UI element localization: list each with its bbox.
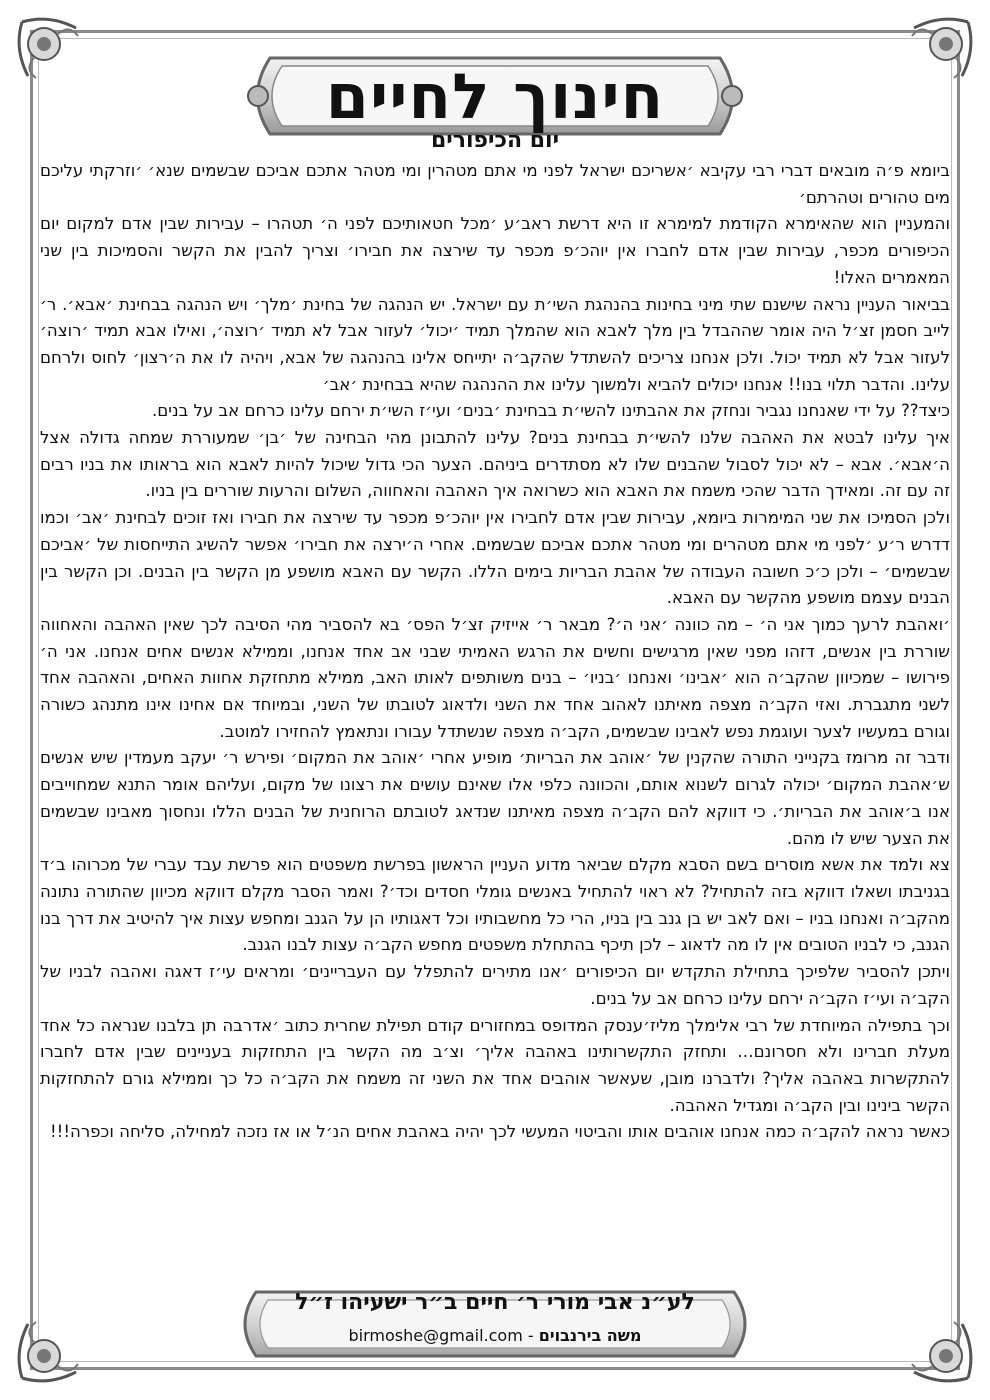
article-paragraph: ודבר זה מרומז בקנייני התורה שהקנין של ׳אוהב את הבריות׳ מופיע אחרי ׳אוהב את המקום׳ ופירש ר׳ יעקב מעמדין שיש אנשים ש׳אהבת המקום׳ יכולה לגרום לשנוא אותם, והכוונה כלפי אלו שאינם עושים את רצונו של מקום, ועליהם אומר התנא שמחוייבים אנו ב׳אוהב את הבריות׳. כי דווקא להם הקב׳ה מצפה מאיתנו שנדאג לטובתם הרוחנית של הבנים הללו ונחסוך מאבינו שבשמים את הצער שיש לו מהם. bbox=[40, 748, 950, 848]
article-paragraph: כיצד?? על ידי שאנחנו נגביר ונחזק את אהבתינו להשי׳ת בבחינת ׳בנים׳ ועי׳ז השי׳ת ירחם עלינו כרחם אב על בנים. bbox=[151, 401, 950, 421]
article-paragraph: איך עלינו לבטא את האהבה שלנו להשי׳ת בבחינת בנים? עלינו להתבונן מהי הבחינה של ׳בן׳ שמעוררת שמחה גדולה אצל ה׳אבא׳. אבא – לא יכול לסבול שהבנים שלו לא מסתדרים ביניהם. הצער הכי גדול שיכול להיות לאבא הוא בראותו את בניו רבים זה עם זה. ומאידך הדבר שהכי משמח את האבא הוא כשרואה איך האהבה והאחווה, השלום והרעות שוררים בין בניו. bbox=[40, 428, 950, 501]
article-paragraph: ׳ואהבת לרעך כמוך אני ה׳ – מה כוונה ׳אני ה׳? מבאר ר׳ אייזיק זצ׳ל הפס׳ בא להסביר מהי הסיבה לכך שאין האהבה והאחווה שוררת בין אנשים, דזהו מפני שאין מרגישים וחשים את הרגש האמיתי שבני אב אחד אנחנו, וממילא אנשים אחים אנחנו. אני ה׳ פירושו – שמכיוון שהקב׳ה הוא ׳אבינו׳ ואנחנו ׳בניו׳ – בנים משותפים לאותו האב, ממילא מתחזקת אחוות האחים, והאהבה אחד לשני מתגברת. ואזי הקב׳ה מצפה מאיתנו לאהוב אחד את השני ולדאוג לטובתו של השני, ובמיוחד אם אחינו אינו מתנהג כשורה וגורם במעשיו לצער ועוגמת נפש לאבינו שבשמים, הקב׳ה מצפה שנשתדל עבורו ונתאמץ להחזירו למוטב. bbox=[40, 614, 950, 741]
ornament-corner-top-right-icon bbox=[906, 14, 976, 84]
footer-contact bbox=[230, 1326, 760, 1345]
article-paragraph: ביומא פ׳ה מובאים דברי רבי עקיבא ׳אשריכם ישראל לפני מי אתם מטהרין ומי מטהר אתכם אביכם שבשמים שנא׳ ׳וזרקתי עליכם מים טהורים וטהרתם׳ bbox=[40, 161, 950, 207]
article-paragraph: ויתכן להסביר שלפיכך בתחילת התקדש יום הכיפורים ׳אנו מתירים להתפלל עם העבריינים׳ ומראים עי׳ז דאגה ואהבה לבניו של הקב׳ה ועי׳ז הקב׳ה ירחם עלינו כרחם אב על בנים. bbox=[40, 962, 950, 1008]
page-subtitle: יום הכיפורים bbox=[430, 128, 560, 153]
author-name: משה בירנבוים bbox=[538, 1326, 642, 1345]
article-paragraph: וכך בתפילה המיוחדת של רבי אלימלך מליז׳ענסק המדופס במחזורים קודם תפילת שחרית כתוב ׳אדרבה תן בלבנו שנראה כל אחד מעלת חברינו ולא חסרונם… ותחזק התקשרותינו באהבה אליך׳ וצ׳ב מה הקשר בין התחזקות בעניינים שבין אדם לחברו להתקשרות באהבה אליך? ולדברנו מובן, שעאשר אוהבים אחד את השני זה משמח את הקב׳ה כל כך וממילא גורם להתחזקות הקשר בינינו ובין הקב׳ה ומגדיל האהבה. bbox=[40, 1015, 950, 1115]
article-paragraph: בביאור העניין נראה שישנם שתי מיני בחינות בהנהגת השי׳ת עם ישראל. יש הנהגה של בחינת ׳מלך׳ ויש הנהגה בבחינת ׳אבא׳. ר׳ לייב חסמן זצ׳ל היה אומר שההבדל בין מלך לאבא הוא שהמלך תמיד ׳יכול׳ לעזור אבל לא תמיד ׳רוצה׳, ואילו אבא תמיד ׳רוצה׳ לעזור אבל לא תמיד יכול. ולכן אנחנו צריכים להשתדל שהקב׳ה יתייחס אלינו בהנהגה של אבא, ויהיה לו את ה׳רצון׳ לחוס ולרחם עלינו. והדבר תלוי בנו!! אנחנו יכולים להביא ולמשוך עלינו את ההנהגה שהיא בבחינת ׳אב׳ bbox=[40, 294, 950, 394]
article-paragraph: צא ולמד את אשא מוסרים בשם הסבא מקלם שביאר מדוע העניין הראשון בפרשת משפטים הוא פרשת עבד עברי של מכרוהו ב׳ד בגניבתו ושאלו דווקא בזה להתחיל? לא ראוי להתחיל באנשים גומלי חסדים וכד׳? ואמר הסבר מקלם דווקא מכיוון שהתורה נתונה מהקב׳ה ואנחנו בניו – ואם לאב יש בן גנב בין בניו, הרי כל מחשבותיו וכל דאגותיו הן על הגנב ומחפש עצות איך להיטיב את דרך בנו הגנב, כי לבניו הטובים אין לו מה לדאוג – לכן תיכף בהתחלת משפטים מחפש הקב׳ה עצות לבנו הגנב. bbox=[40, 855, 950, 955]
page-title: חינוך לחיים bbox=[325, 59, 665, 133]
author-email[interactable]: birmoshe@gmail.com bbox=[348, 1326, 523, 1345]
article-paragraph: כאשר נראה להקב׳ה כמה אנחנו אוהבים אותו והביטוי המעשי לכך יהיה באהבת אחים הנ׳ל או אז נזכה למחילה, סליחה וכפרה!!! bbox=[50, 1122, 950, 1142]
ornament-corner-bottom-right-icon bbox=[906, 1316, 976, 1386]
footer-separator: - bbox=[527, 1326, 534, 1345]
article-paragraph: ולכן הסמיכו את שני המימרות ביומא, עבירות שבין אדם לחבירו אין יוהכ׳פ מכפר עד שירצה את חבירו ואז זוכים לבחינת ׳אב׳ וכמו דדרש ר׳ע ׳לפני מי אתם מטהרים ומי מטהר אתכם אביכם שבשמים. אחרי ה׳ירצה את חבירו׳ אפשר להשיג התייחסות של ׳אביכם שבשמים׳ – ולכן כ׳כ חשובה העבודה של אהבת הבריות בימים הללו. הקשר עם האבא מושפע מן הקשר בין הבנים. וכן הקשר בין הבנים עצמם מושפע מהקשר עם האבא. bbox=[40, 508, 950, 608]
article-body bbox=[40, 158, 950, 1146]
ornament-corner-bottom-left-icon bbox=[14, 1316, 84, 1386]
footer-dedication: לע״נ אבי מורי ר׳ חיים ב״ר ישעיהו ז״ל bbox=[295, 1290, 695, 1315]
ornament-corner-top-left-icon bbox=[14, 14, 84, 84]
article-paragraph: והמעניין הוא שהאימרא הקודמת למימרא זו היא דרשת ראב׳ע ׳מכל חטאותיכם לפני ה׳ תטהרו – עבירות שבין אדם למקום יום הכיפורים מכפר, עבירות שבין אדם לחברו אין יוהכ׳פ מכפר עד שירצה את חבירו׳ וצריך להבין את הקשר והסמיכות בין שני המאמרים האלו! bbox=[40, 214, 950, 287]
